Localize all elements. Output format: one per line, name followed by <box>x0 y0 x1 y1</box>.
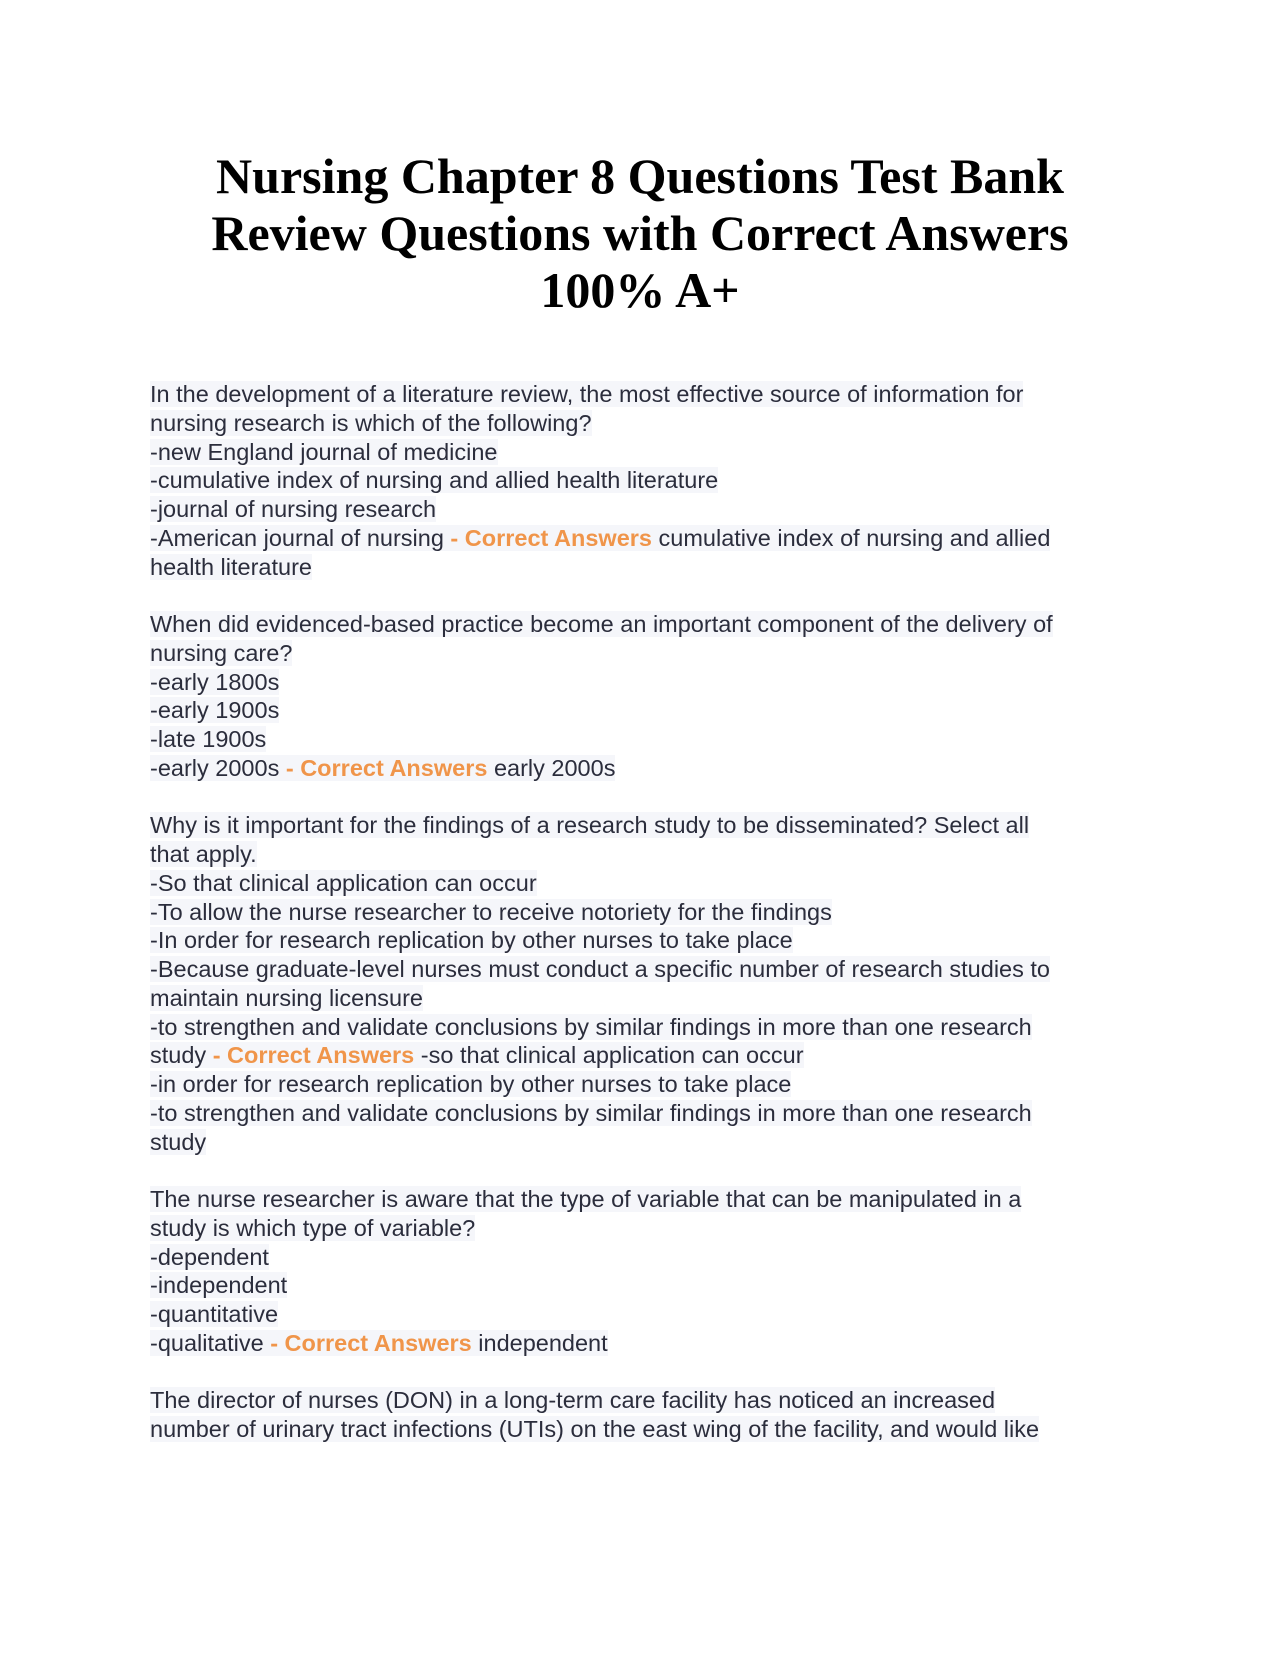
line-text: When did evidenced-based practice become an important component of the delivery of <box>150 611 1053 637</box>
line-text: -to strengthen and validate conclusions by similar findings in more than one research <box>150 1099 1032 1126</box>
line-text: nursing research is which of the following? <box>150 409 592 436</box>
text-line <box>150 438 1130 467</box>
title-line: Nursing Chapter 8 Questions Test Bank <box>216 148 1064 204</box>
correct-answers-marker: - Correct Answers <box>212 1042 415 1069</box>
line-text: -independent <box>150 1272 288 1299</box>
text-line <box>150 898 1130 927</box>
line-text: -dependent <box>150 1243 269 1270</box>
text-line <box>150 380 1130 409</box>
question-block <box>150 610 1130 783</box>
line-text: -in order for research replication by other nurses to take place <box>150 1071 792 1097</box>
text-line <box>150 869 1130 898</box>
line-text: maintain nursing licensure <box>150 984 424 1011</box>
line-text: The director of nurses (DON) in a long-term care facility has noticed an increased <box>150 1387 996 1414</box>
text-line <box>150 754 1130 783</box>
line-text: study is which type of variable? <box>150 1214 476 1241</box>
line-text <box>150 1330 608 1356</box>
line-text: Why is it important for the findings of a research study to be disseminated? Select all <box>150 812 1030 839</box>
answer-option-text: -American journal of nursing <box>150 524 451 551</box>
text-line <box>150 811 1130 840</box>
text-line <box>150 668 1130 697</box>
correct-answer-text: cumulative index of nursing and allied <box>651 524 1051 551</box>
line-text <box>150 755 615 781</box>
answer-option-text: -qualitative <box>150 1329 271 1356</box>
line-text: -Because graduate-level nurses must conduct a specific number of research studies to <box>150 956 1050 982</box>
paragraph-gap <box>150 581 1130 610</box>
text-line <box>150 1386 1130 1415</box>
line-text: study <box>150 1128 207 1155</box>
text-line <box>150 725 1130 754</box>
text-line <box>150 955 1130 984</box>
answer-option-text: -early 2000s <box>150 754 286 781</box>
line-text: -late 1900s <box>150 726 267 752</box>
document-title <box>150 148 1130 319</box>
correct-answers-marker: - Correct Answers <box>270 1329 472 1356</box>
text-line <box>150 639 1130 668</box>
title-line: Review Questions with Correct Answers <box>211 205 1069 261</box>
text-line <box>150 1099 1130 1128</box>
correct-answer-text: early 2000s <box>487 754 616 781</box>
correct-answers-marker: - Correct Answers <box>450 524 652 551</box>
text-line <box>150 1271 1130 1300</box>
text-line <box>150 610 1130 639</box>
line-text <box>150 1042 804 1068</box>
line-text: that apply. <box>150 841 257 867</box>
paragraph-gap <box>150 1358 1130 1387</box>
text-line <box>150 926 1130 955</box>
question-block <box>150 380 1130 581</box>
line-text: -quantitative <box>150 1301 279 1327</box>
text-line <box>150 984 1130 1013</box>
text-line <box>150 1070 1130 1099</box>
question-block <box>150 811 1130 1156</box>
paragraph-gap <box>150 1156 1130 1185</box>
line-text: -In order for research replication by other nurses to take place <box>150 927 793 954</box>
question-list <box>150 380 1130 1444</box>
line-text: -To allow the nurse researcher to receive notoriety for the findings <box>150 898 832 925</box>
line-text: -journal of nursing research <box>150 496 437 522</box>
text-line <box>150 696 1130 725</box>
correct-answers-marker: - Correct Answers <box>285 754 488 781</box>
line-text: health literature <box>150 553 312 580</box>
line-text: -So that clinical application can occur <box>150 869 537 896</box>
correct-answer-text: independent <box>471 1329 608 1356</box>
question-block <box>150 1386 1130 1444</box>
line-text: -new England journal of medicine <box>150 438 498 465</box>
text-line <box>150 1128 1130 1157</box>
text-line <box>150 524 1130 553</box>
line-text: In the development of a literature review, the most effective source of information for <box>150 381 1024 407</box>
line-text: -to strengthen and validate conclusions by similar findings in more than one research <box>150 1013 1032 1040</box>
text-line <box>150 1415 1130 1444</box>
correct-answer-text: -so that clinical application can occur <box>414 1042 804 1069</box>
line-text: The nurse researcher is aware that the type of variable that can be manipulated in a <box>150 1186 1022 1212</box>
text-line <box>150 840 1130 869</box>
question-block <box>150 1185 1130 1358</box>
text-line <box>150 1300 1130 1329</box>
text-line <box>150 466 1130 495</box>
line-text <box>150 525 1050 551</box>
line-text: -early 1800s <box>150 668 280 695</box>
line-text: -early 1900s <box>150 697 280 724</box>
text-line <box>150 1041 1130 1070</box>
text-line <box>150 553 1130 582</box>
text-line <box>150 1185 1130 1214</box>
paragraph-gap <box>150 783 1130 812</box>
text-line <box>150 1214 1130 1243</box>
text-line <box>150 1013 1130 1042</box>
text-line <box>150 1329 1130 1358</box>
title-line: 100% A+ <box>540 262 740 318</box>
line-text: number of urinary tract infections (UTIs) on the east wing of the facility, and would like <box>150 1416 1040 1442</box>
text-line <box>150 409 1130 438</box>
line-text: -cumulative index of nursing and allied health literature <box>150 467 719 494</box>
answer-option-text: study <box>150 1042 213 1069</box>
text-line <box>150 1243 1130 1272</box>
text-line <box>150 495 1130 524</box>
line-text: nursing care? <box>150 639 293 666</box>
